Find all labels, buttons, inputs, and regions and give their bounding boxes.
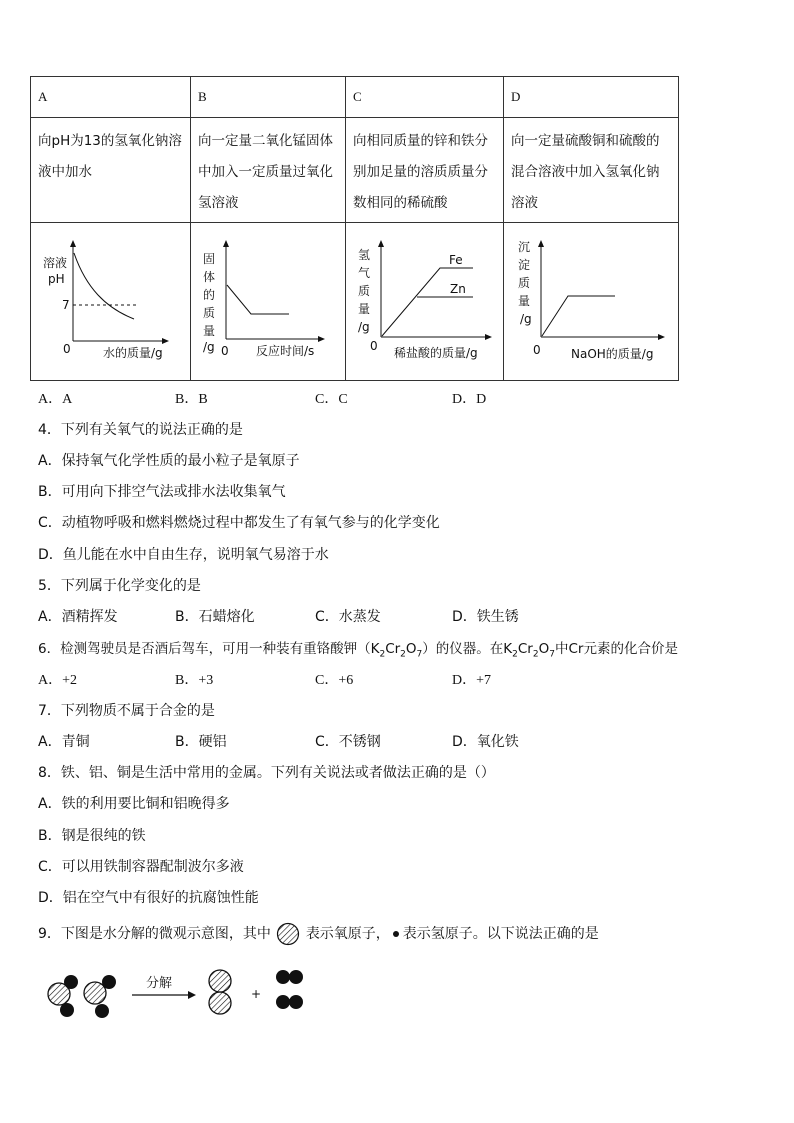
q8-option-c[interactable]: C．可以用铁制容器配制波尔多液 xyxy=(38,859,244,875)
q6-sub-o: 7 xyxy=(416,649,423,660)
q4-option-c[interactable]: C．动植物呼吸和燃料燃烧过程中都发生了有氧气参与的化学变化 xyxy=(38,515,440,531)
graph-b-xlabel: 反应时间/s xyxy=(256,344,315,358)
graph-a-cell xyxy=(31,223,191,381)
q6-formula-o: O xyxy=(405,641,417,657)
graph-c-fe-label: Fe xyxy=(449,253,463,267)
q4-stem: 4．下列有关氧气的说法正确的是 xyxy=(38,422,243,438)
graph-a xyxy=(31,223,190,380)
graph-d-origin: 0 xyxy=(533,343,541,357)
graph-b-ychar-0: 固 xyxy=(203,252,216,266)
graph-d-ychar-3: 量 xyxy=(518,294,531,308)
q6-stem-part1: 6．检测驾驶员是否酒后驾车，可用一种装有重铬酸钾（K xyxy=(38,641,380,657)
graph-c-ychar-3: 量 xyxy=(358,302,371,316)
graph-b-yunit: /g xyxy=(203,340,215,354)
hydrogen-molecule-icon xyxy=(276,970,303,984)
graph-c xyxy=(346,223,503,380)
q6-option-b[interactable]: B．+3 xyxy=(175,673,214,688)
header-a: A xyxy=(31,77,191,118)
graph-b-x-arrow xyxy=(318,336,325,342)
arrow-head-icon xyxy=(188,991,196,999)
graph-a-ylabel-2: pH xyxy=(48,272,65,286)
hydrogen-molecule-icon xyxy=(276,995,303,1009)
graph-c-zn-label: Zn xyxy=(450,282,466,296)
q5-stem: 5．下列属于化学变化的是 xyxy=(38,578,201,594)
q7-option-c[interactable]: C．不锈钢 xyxy=(315,734,381,750)
q6-formula-o-2: O xyxy=(538,641,550,657)
plus-sign: + xyxy=(251,987,262,1001)
graph-a-ylabel-1: 溶液 xyxy=(43,256,68,270)
graph-b xyxy=(191,223,345,380)
desc-d: 向一定量硫酸铜和硫酸的混合溶液中加入氢氧化钠溶液 xyxy=(504,118,679,223)
graph-a-origin: 0 xyxy=(63,342,71,356)
graph-b-ychar-4: 量 xyxy=(203,324,216,338)
q5-option-b[interactable]: B．石蜡熔化 xyxy=(175,609,255,625)
graph-d-ychar-2: 质 xyxy=(518,276,531,290)
q6-option-a[interactable]: A．+2 xyxy=(38,673,78,688)
header-c: C xyxy=(346,77,504,118)
graph-table xyxy=(30,76,679,381)
desc-b: 向一定量二氧化锰固体中加入一定质量过氧化氢溶液 xyxy=(191,118,346,223)
q6-stem-part3: 中Cr元素的化合价是 xyxy=(554,641,678,657)
hydrogen-atom-icon xyxy=(392,930,400,938)
q6-sub-k-2: 2 xyxy=(512,649,518,660)
graph-a-y-arrow xyxy=(70,240,76,247)
graph-c-cell xyxy=(346,223,504,381)
header-d: D xyxy=(504,77,679,118)
water-molecule-icon xyxy=(84,975,116,1018)
q6-sub-k: 2 xyxy=(379,649,386,660)
graph-b-ychar-2: 的 xyxy=(203,288,216,302)
graph-b-origin: 0 xyxy=(221,344,229,358)
q8-option-d[interactable]: D．铝在空气中有很好的抗腐蚀性能 xyxy=(38,890,259,906)
q6-sub-cr: 2 xyxy=(400,649,406,660)
graph-c-x-arrow xyxy=(485,334,492,340)
graph-c-y-arrow xyxy=(378,240,384,247)
q6-stem xyxy=(38,637,678,660)
header-b: B xyxy=(191,77,346,118)
q7-option-b[interactable]: B．硬铝 xyxy=(175,734,227,750)
q6-sub-o-2: 7 xyxy=(549,649,555,660)
graph-d-ychar-0: 沉 xyxy=(518,240,531,254)
q3-option-d[interactable]: D．D xyxy=(452,392,487,407)
q3-option-b[interactable]: B．B xyxy=(175,392,208,407)
oxygen-atom-icon xyxy=(275,922,301,946)
graph-a-curve xyxy=(74,253,134,319)
q8-option-a[interactable]: A．铁的利用要比铜和铝晚得多 xyxy=(38,796,230,812)
q6-stem-part2: ）的仪器。在K xyxy=(422,641,513,657)
q4-option-d[interactable]: D．鱼儿能在水中自由生存，说明氧气易溶于水 xyxy=(38,547,329,563)
q6-formula-cr: Cr xyxy=(385,641,401,657)
graph-a-x-arrow xyxy=(162,338,169,344)
graph-d-line xyxy=(542,296,615,336)
desc-a: 向pH为13的氢氧化钠溶液中加水 xyxy=(31,118,191,223)
q3-option-c[interactable]: C．C xyxy=(315,392,348,407)
oxygen-molecule-icon xyxy=(209,970,231,1014)
q4-option-b[interactable]: B．可用向下排空气法或排水法收集氧气 xyxy=(38,484,286,500)
q8-option-b[interactable]: B．钢是很纯的铁 xyxy=(38,828,146,844)
graph-c-ychar-0: 氢 xyxy=(358,248,371,262)
water-decomposition-diagram xyxy=(40,965,320,1025)
q8-stem: 8．铁、铝、铜是生活中常用的金属。下列有关说法或者做法正确的是（） xyxy=(38,765,495,781)
q9-stem-part2: 表示氧原子， xyxy=(305,926,390,942)
graph-c-fe-line xyxy=(382,268,473,336)
graph-c-yunit: /g xyxy=(358,320,370,334)
desc-c: 向相同质量的锌和铁分别加足量的溶质质量分数相同的稀硫酸 xyxy=(346,118,504,223)
graph-a-tick-7: 7 xyxy=(62,298,70,312)
q6-sub-cr-2: 2 xyxy=(532,649,539,660)
q5-option-d[interactable]: D．铁生锈 xyxy=(452,609,519,625)
graph-d-y-arrow xyxy=(538,240,544,247)
graph-c-origin: 0 xyxy=(370,339,378,353)
q9-stem-part1: 9．下图是水分解的微观示意图，其中 xyxy=(38,926,271,942)
q7-option-d[interactable]: D．氧化铁 xyxy=(452,734,519,750)
q6-option-d[interactable]: D．+7 xyxy=(452,673,492,688)
graph-d-x-arrow xyxy=(658,334,665,340)
graph-d-cell xyxy=(504,223,679,381)
graph-c-xlabel: 稀盐酸的质量/g xyxy=(394,346,478,360)
graph-c-ychar-1: 气 xyxy=(358,266,371,280)
graph-b-line xyxy=(227,285,289,314)
q4-option-a[interactable]: A．保持氧气化学性质的最小粒子是氧原子 xyxy=(38,453,300,469)
q9-stem-part3: 表示氢原子。以下说法正确的是 xyxy=(402,926,599,942)
q5-option-c[interactable]: C．水蒸发 xyxy=(315,609,381,625)
graph-c-ychar-2: 质 xyxy=(358,284,371,298)
graph-b-cell xyxy=(191,223,346,381)
graph-d-xlabel: NaOH的质量/g xyxy=(571,347,654,361)
arrow-label: 分解 xyxy=(146,976,173,991)
q7-option-a[interactable]: A．青铜 xyxy=(38,734,90,750)
water-molecule-icon xyxy=(48,975,78,1017)
graph-b-ychar-3: 质 xyxy=(203,306,216,320)
graph-d-ychar-1: 淀 xyxy=(518,258,531,272)
graph-d-yunit: /g xyxy=(520,312,532,326)
graph-b-y-arrow xyxy=(223,240,229,247)
graph-a-xlabel: 水的质量/g xyxy=(103,346,163,360)
q3-option-a[interactable]: A．A xyxy=(38,392,73,407)
q7-stem: 7．下列物质不属于合金的是 xyxy=(38,703,215,719)
q5-option-a[interactable]: A．酒精挥发 xyxy=(38,609,118,625)
graph-d xyxy=(504,223,678,380)
q6-formula-cr-2: Cr xyxy=(517,641,533,657)
q6-option-c[interactable]: C．+6 xyxy=(315,673,354,688)
q9-stem xyxy=(38,922,599,946)
graph-b-ychar-1: 体 xyxy=(203,270,216,284)
